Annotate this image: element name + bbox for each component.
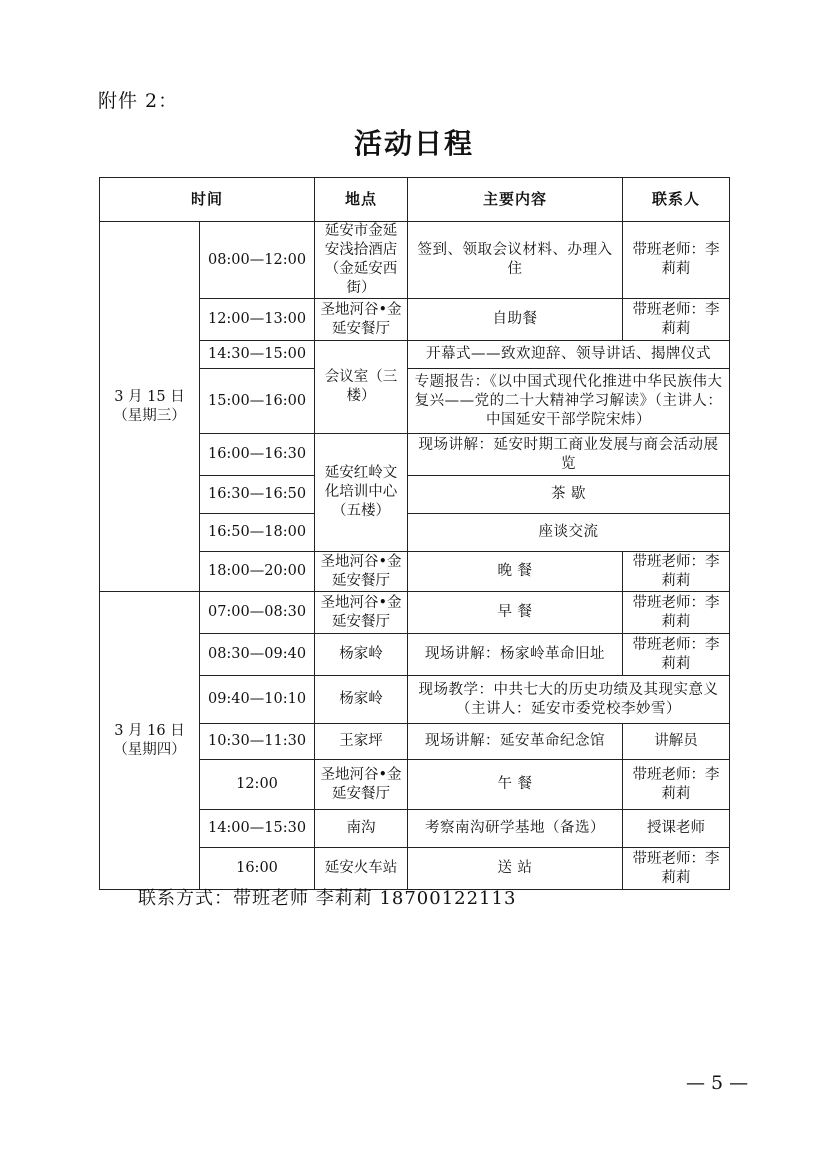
contact-line: 联系方式：带班老师 李莉莉 18700122113	[138, 888, 517, 909]
content-cell: 晚 餐	[408, 552, 623, 592]
place-cell: 圣地河谷•金延安餐厅	[315, 760, 408, 810]
table-row	[100, 592, 730, 634]
contact-cell: 讲解员	[623, 724, 730, 760]
place-cell: 圣地河谷•金延安餐厅	[315, 552, 408, 592]
time-cell: 08:00—12:00	[200, 222, 315, 299]
time-cell: 16:00—16:30	[200, 434, 315, 476]
time-cell: 14:30—15:00	[200, 341, 315, 369]
content-cell: 自助餐	[408, 299, 623, 341]
content-cell: 考察南沟研学基地（备选）	[408, 810, 623, 848]
contact-cell: 带班老师：李莉莉	[623, 634, 730, 676]
header-place: 地点	[315, 178, 408, 222]
place-cell: 延安火车站	[315, 848, 408, 890]
content-cell: 开幕式——致欢迎辞、领导讲话、揭牌仪式	[408, 341, 730, 369]
content-cell: 送 站	[408, 848, 623, 890]
place-cell: 延安红岭文化培训中心（五楼）	[315, 434, 408, 552]
day-date: 3 月 16 日	[114, 722, 185, 739]
day-weekday: （星期三）	[113, 407, 186, 424]
contact-cell: 带班老师：李莉莉	[623, 848, 730, 890]
place-cell: 杨家岭	[315, 634, 408, 676]
time-cell: 18:00—20:00	[200, 552, 315, 592]
contact-cell: 授课老师	[623, 810, 730, 848]
time-cell: 10:30—11:30	[200, 724, 315, 760]
time-cell: 12:00	[200, 760, 315, 810]
content-cell: 现场讲解：延安革命纪念馆	[408, 724, 623, 760]
place-cell: 杨家岭	[315, 676, 408, 724]
content-cell: 签到、领取会议材料、办理入住	[408, 222, 623, 299]
contact-cell: 带班老师：李莉莉	[623, 222, 730, 299]
table-row	[100, 222, 730, 299]
time-cell: 16:50—18:00	[200, 514, 315, 552]
time-cell: 14:00—15:30	[200, 810, 315, 848]
place-cell: 王家坪	[315, 724, 408, 760]
time-cell: 12:00—13:00	[200, 299, 315, 341]
place-cell: 圣地河谷•金延安餐厅	[315, 592, 408, 634]
day-cell-2	[100, 592, 200, 890]
place-cell: 延安市金延安浅拾酒店（金延安西街）	[315, 222, 408, 299]
content-cell: 早 餐	[408, 592, 623, 634]
content-cell: 现场讲解：延安时期工商业发展与商会活动展览	[408, 434, 730, 476]
contact-cell: 带班老师：李莉莉	[623, 592, 730, 634]
content-cell: 现场教学：中共七大的历史功绩及其现实意义 （主讲人：延安市委党校李妙雪）	[408, 676, 730, 724]
time-cell: 15:00—16:00	[200, 369, 315, 434]
contact-cell: 带班老师：李莉莉	[623, 299, 730, 341]
page-number: — 5 —	[686, 1072, 749, 1094]
time-cell: 07:00—08:30	[200, 592, 315, 634]
page-title: 活动日程	[353, 127, 474, 160]
schedule-table	[99, 177, 730, 890]
header-contact: 联系人	[623, 178, 730, 222]
place-cell: 南沟	[315, 810, 408, 848]
time-cell: 08:30—09:40	[200, 634, 315, 676]
day-date: 3 月 15 日	[114, 388, 185, 405]
day-cell-1	[100, 222, 200, 592]
content-cell: 座谈交流	[408, 514, 730, 552]
content-cell: 午 餐	[408, 760, 623, 810]
header-content: 主要内容	[408, 178, 623, 222]
place-cell: 会议室（三楼）	[315, 341, 408, 434]
day-weekday: （星期四）	[113, 741, 186, 758]
contact-cell: 带班老师：李莉莉	[623, 760, 730, 810]
header-time: 时间	[100, 178, 315, 222]
table-header-row	[100, 178, 730, 222]
content-cell: 专题报告：《以中国式现代化推进中华民族伟大复兴——党的二十大精神学习解读》（主讲人：中国延安干部学院宋炜）	[408, 369, 730, 434]
content-cell: 茶 歇	[408, 476, 730, 514]
attachment-label: 附件 2：	[98, 90, 179, 112]
content-cell: 现场讲解：杨家岭革命旧址	[408, 634, 623, 676]
time-cell: 16:30—16:50	[200, 476, 315, 514]
contact-cell: 带班老师：李莉莉	[623, 552, 730, 592]
place-cell: 圣地河谷•金延安餐厅	[315, 299, 408, 341]
time-cell: 16:00	[200, 848, 315, 890]
time-cell: 09:40—10:10	[200, 676, 315, 724]
